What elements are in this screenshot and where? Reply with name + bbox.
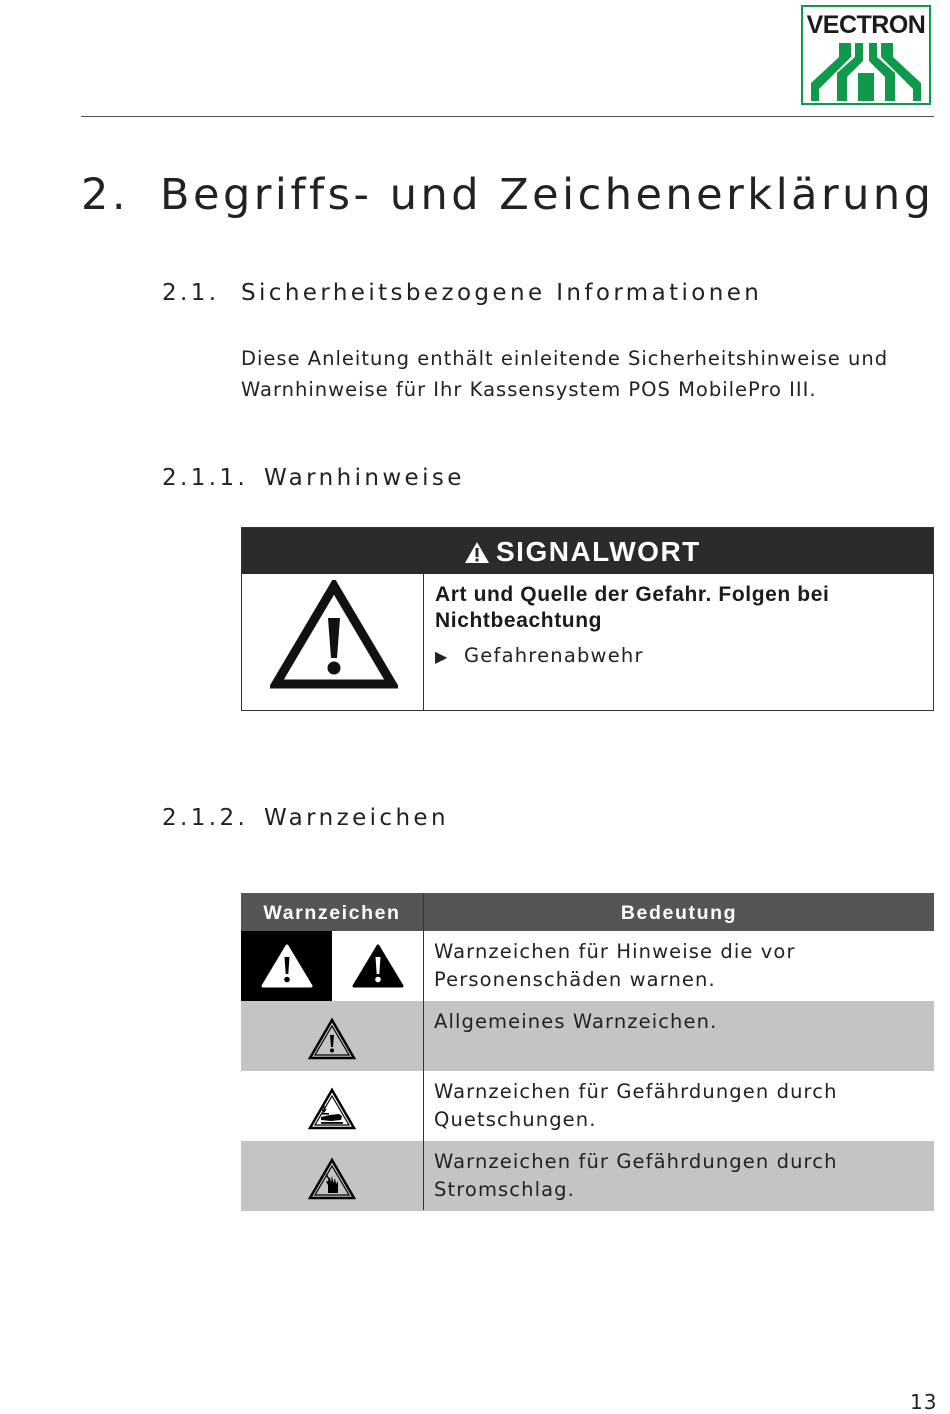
- warnhinweise-heading: [162, 465, 465, 491]
- table-row: [241, 1071, 934, 1141]
- meaning-text: Warnzeichen für Hinweise die vor Personenschäden warnen.: [434, 940, 796, 991]
- section-title: Sicherheitsbezogene Informationen: [241, 280, 763, 306]
- intro-line-2: Warnhinweise für Ihr Kassensystem POS MobilePro III.: [241, 378, 817, 401]
- warnzeichen-title: Warnzeichen: [264, 805, 449, 831]
- action-text: Gefahrenabwehr: [464, 644, 644, 667]
- page-number: 13: [910, 1390, 938, 1414]
- signal-word-box: [241, 527, 934, 711]
- signal-word: SIGNALWORT: [496, 536, 701, 567]
- chapter-heading: [81, 170, 934, 220]
- table-header: [241, 893, 934, 931]
- header-rule: [81, 116, 934, 117]
- meaning-text: Warnzeichen für Gefährdungen durch Quetschungen.: [434, 1080, 838, 1131]
- warnzeichen-number: 2.1.2.: [162, 805, 249, 831]
- chapter-number: 2.: [81, 170, 130, 220]
- warnhinweise-title: Warnhinweise: [264, 465, 465, 491]
- vectron-logo: [801, 5, 931, 105]
- section-heading: [162, 280, 762, 306]
- warning-triangle-icon: [270, 580, 398, 690]
- intro-line-1: Diese Anleitung enthält einleitende Sicherheitshinweise und: [241, 347, 889, 370]
- hazard-description: Art und Quelle der Gefahr. Folgen bei Nichtbeachtung: [435, 583, 830, 632]
- header-bedeutung: Bedeutung: [620, 902, 738, 924]
- arrow-right-icon: ▶: [435, 647, 449, 666]
- signal-header-content: [464, 536, 701, 568]
- electric-shock-icon: [307, 1157, 357, 1201]
- table-row: [241, 1141, 934, 1211]
- logo-text: VECTRON: [806, 11, 926, 39]
- chapter-title: Begriffs- und Zeichenerklärung: [160, 170, 935, 220]
- warning-icon-small: [464, 541, 490, 564]
- warning-icon-solid: [352, 944, 404, 988]
- hazard-action: [435, 644, 644, 667]
- meaning-text: Warnzeichen für Gefährdungen durch Stromschlag.: [434, 1150, 838, 1201]
- logo-graphic: [811, 43, 921, 101]
- warning-signs-table: [241, 893, 934, 1210]
- signal-divider: [423, 574, 424, 710]
- warnzeichen-heading: [162, 805, 449, 831]
- signal-header: [242, 528, 933, 574]
- warning-icon-inverted: [261, 944, 313, 988]
- warnhinweise-number: 2.1.1.: [162, 465, 249, 491]
- table-row: [241, 931, 934, 1001]
- table-column-divider: [423, 893, 424, 1210]
- intro-paragraph: [241, 343, 931, 405]
- general-warning-icon: [307, 1017, 357, 1061]
- meaning-text: Allgemeines Warnzeichen.: [434, 1010, 718, 1033]
- header-warnzeichen: Warnzeichen: [263, 902, 401, 924]
- section-number: 2.1.: [162, 280, 220, 306]
- crush-hazard-icon: [307, 1087, 357, 1131]
- table-row: [241, 1001, 934, 1071]
